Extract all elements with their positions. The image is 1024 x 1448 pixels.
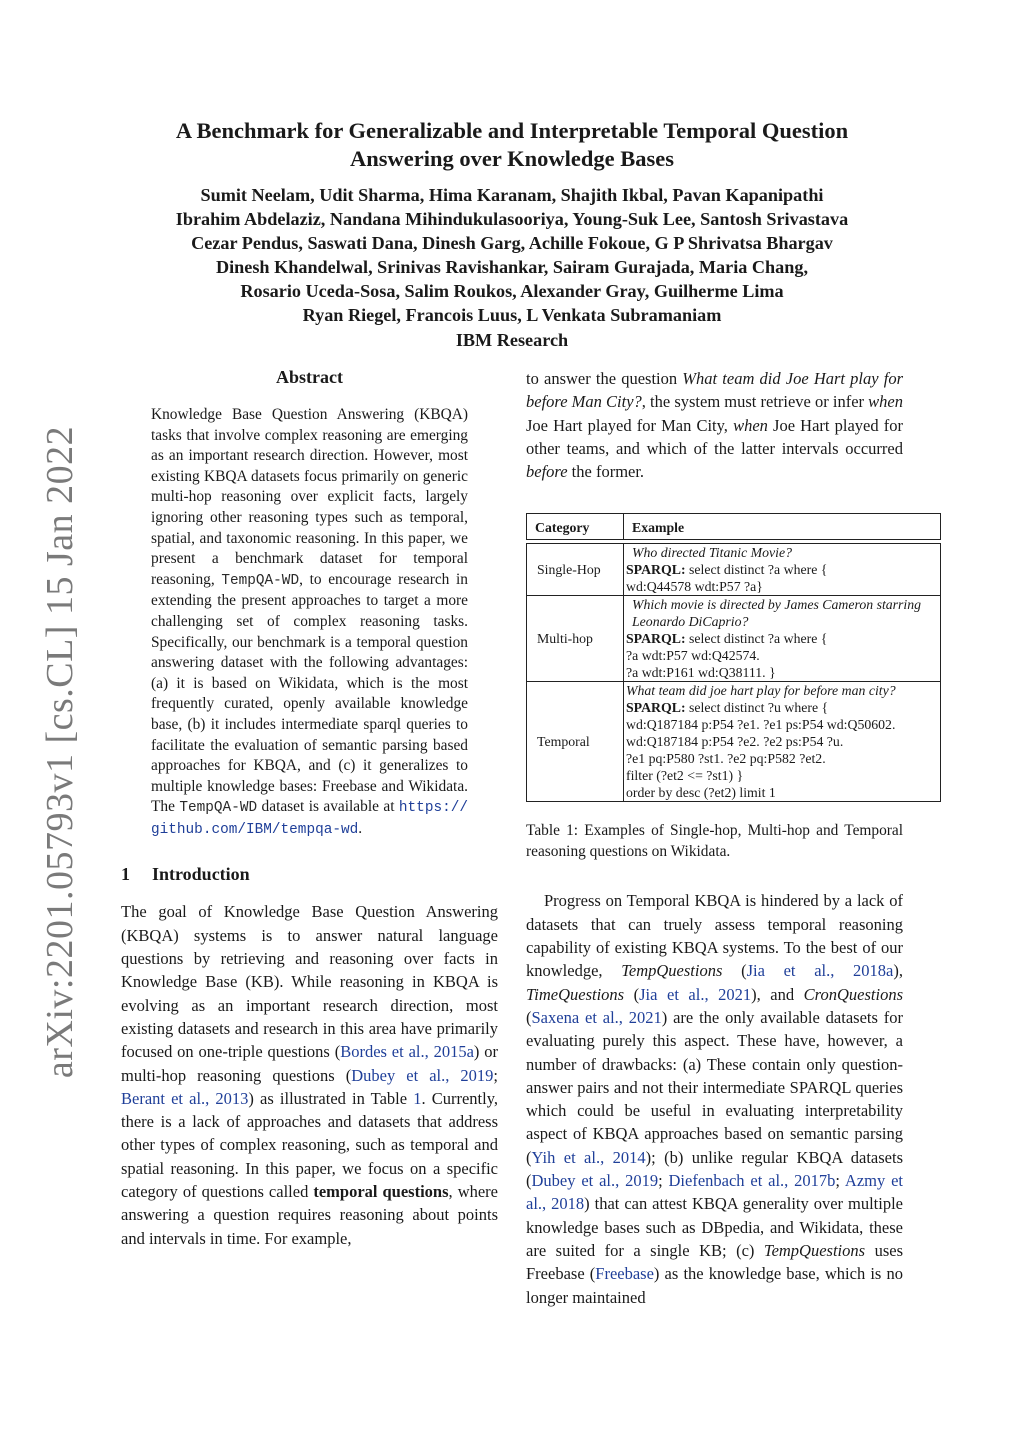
citation-link[interactable]: Yih et al., 2014	[531, 1147, 646, 1167]
abstract-text: Knowledge Base Question Answering (KBQA) tasks that involve complex reasoning are emerging as an important research direction. However, most existing KBQA datasets focus primarily on generic multi-hop reasoning over explicit facts, largely ignoring other reasoning types such as temporal, spatial, and taxonomic reasoning. In this paper, we present a benchmark dataset for temporal reasoning, TempQA-WD, to encourage research in extending the present approaches to target a more challenging set of complex reasoning tasks. Specifically, our benchmark is a temporal question answering dataset with the following advantages: (a) it is based on Wikidata, which is the most frequently curated, openly available knowledge base, (b) it includes intermediate sparql queries to facilitate the evaluation of semantic parsing based approaches for KBQA, and (c) it generalizes to multiple knowledge bases: Freebase and Wikidata. The TempQA-WD dataset is available at https://github.com/IBM/tempqa-wd.	[151, 406, 469, 838]
intro-paragraph: The goal of Knowledge Base Question Answering (KBQA) systems is to answer natural language questions by retrieving and reasoning over facts in Knowledge Base (KB). While reasoning in KBQA is evolving as an important research direction, most existing datasets and research in this area have primarily focused on one-triple questions (Bordes et al., 2015a) or multi-hop reasoning questions (Dubey et al., 2019; Berant et al., 2013) as illustrated in Table 1. Currently, there is a lack of approaches and datasets that address other types of complex reasoning, such as temporal and spatial reasoning. In this paper, we focus on a specific category of questions called temporal questions, where answering a question requires reasoning about points and intervals in time. For example,	[121, 902, 499, 1248]
author-line: Dinesh Khandelwal, Srinivas Ravishankar, Sairam Gurajada, Maria Chang,	[215, 257, 809, 278]
left-column	[121, 365, 498, 1250]
dataset-name: TempQA-WD	[221, 572, 300, 589]
table-header-category: Category	[527, 514, 624, 540]
citation-link[interactable]: Saxena et al., 2021	[531, 1007, 662, 1027]
title-line-2: Answering over Knowledge Bases	[350, 146, 674, 171]
table-row	[527, 682, 941, 802]
citation-link[interactable]: Bordes et al., 2015a	[340, 1042, 474, 1062]
author-line: Rosario Uceda-Sosa, Salim Roukos, Alexander Gray, Guilherme Lima	[240, 281, 784, 302]
author-line: Ryan Riegel, Francois Luus, L Venkata Subramaniam	[302, 305, 722, 326]
title-line-1: A Benchmark for Generalizable and Interpretable Temporal Question	[175, 118, 849, 143]
citation-link[interactable]: Freebase	[595, 1264, 654, 1284]
author-list	[0, 183, 1024, 352]
examples-table	[526, 513, 941, 802]
abstract-heading: Abstract	[276, 367, 343, 387]
table-row	[527, 544, 941, 596]
citation-link[interactable]: Berant et al., 2013	[121, 1088, 249, 1108]
table-cell-category: Single-Hop	[527, 544, 624, 596]
citation-link[interactable]: Dubey et al., 2019	[351, 1065, 494, 1085]
dataset-name: TempQA-WD	[179, 800, 258, 817]
author-line: Sumit Neelam, Udit Sharma, Hima Karanam, Shajith Ikbal, Pavan Kapanipathi	[200, 185, 824, 205]
author-line: Cezar Pendus, Saswati Dana, Dinesh Garg, Achille Fokoue, G P Shrivatsa Bhargav	[191, 233, 833, 254]
table-header-example: Example	[624, 514, 941, 540]
affiliation: IBM Research	[455, 329, 569, 350]
citation-link[interactable]: Azmy et al., 2018	[526, 1171, 903, 1214]
table-ref-link[interactable]: 1	[413, 1088, 422, 1108]
arxiv-stamp: arXiv:2201.05793v1 [cs.CL] 15 Jan 2022	[39, 425, 81, 1079]
right-column	[526, 367, 922, 1309]
right-top-paragraph: to answer the question What team did Joe Hart play for before Man City?, the system must retrieve or infer when Joe Hart played for Man City, when Joe Hart played for other teams, and which of the latter intervals occurred before the former.	[526, 369, 903, 482]
section-heading-introduction: 1 Introduction	[121, 864, 250, 885]
table-cell-example: What team did joe hart play for before man city? SPARQL: select distinct ?u where { wd:Q187184 p:P54 ?e1. ?e1 ps:P54 wd:Q50602. wd:Q187184 p:P54 ?e2. ?e2 ps:P54 ?u. ?e1 pq:P580 ?st1. ?e2 pq:P582 ?et2. filter (?et2 <= ?st1) } order by desc (?et2) limit 1	[624, 682, 941, 802]
progress-paragraph: Progress on Temporal KBQA is hindered by a lack of datasets that can truely assess temporal reasoning capability of existing KBQA systems. To the best of our knowledge, TempQuestions (Jia et al., 2018a), TimeQuestions (Jia et al., 2021), and CronQuestions (Saxena et al., 2021) are the only available datasets for evaluating purely this aspect. These have, however, a number of drawbacks: (a) These contain only question-answer pairs and not their intermediate SPARQL queries which could be useful in evaluating interpretability aspect of KBQA approaches based on semantic parsing (Yih et al., 2014); (b) unlike regular KBQA datasets (Dubey et al., 2019; Diefenbach et al., 2017b; Azmy et al., 2018) that can attest KBQA generality over multiple knowledge bases such as DBpedia, and Wikidata, these are suited for a single KB; (c) TempQuestions uses Freebase (Freebase) as the knowledge base, which is no longer maintained	[526, 891, 904, 1307]
table-cell-example: Who directed Titanic Movie? SPARQL: select distinct ?a where { wd:Q44578 wdt:P57 ?a}	[624, 544, 941, 596]
dataset-url-link[interactable]: https://github.com/IBM/tempqa-wd	[151, 800, 468, 838]
table-cell-category: Multi-hop	[527, 596, 624, 682]
table-row	[527, 596, 941, 682]
citation-link[interactable]: Jia et al., 2021	[639, 984, 752, 1004]
citation-link[interactable]: Dubey et al., 2019	[531, 1171, 659, 1191]
citation-link[interactable]: Jia et al., 2018a	[746, 961, 894, 981]
table-cell-category: Temporal	[527, 682, 624, 802]
table-caption: Table 1: Examples of Single-hop, Multi-hop and Temporal reasoning questions on Wikidata.	[526, 822, 903, 861]
author-line: Ibrahim Abdelaziz, Nandana Mihindukulasooriya, Young-Suk Lee, Santosh Srivastava	[175, 209, 849, 230]
table-cell-example: Which movie is directed by James Cameron starring Leonardo DiCaprio? SPARQL: select distinct ?a where { ?a wdt:P57 wd:Q42574. ?a wdt:P161 wd:Q38111. }	[624, 596, 941, 682]
citation-link[interactable]: Diefenbach et al., 2017b	[668, 1171, 836, 1191]
paper-title	[0, 117, 1024, 173]
